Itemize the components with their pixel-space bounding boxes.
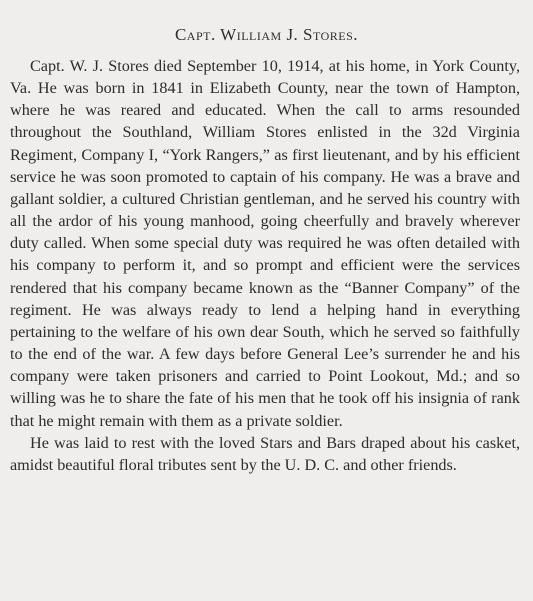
paragraph-2: He was laid to rest with the loved Stars and Bars draped about his casket, amidst beautiful floral tributes sent by the U. D. C. and other friends. (10, 433, 520, 474)
article-title: Capt. William J. Stores. (174, 25, 359, 44)
article-body (10, 55, 520, 476)
paragraph-1: Capt. W. J. Stores died September 10, 1914, at his home, in York County, Va. He was born in 1841 in Elizabeth County, near the town of Hampton, where he was reared and educated. When the call to arms resounded throughout the Southland, William Stores enlisted in the 32d Virginia Regiment, Company I, “York Rangers,” as first lieutenant, and by his efficient service he was soon promoted to captain of his company. He was a brave and gallant soldier, a cultured Christian gentleman, and he served his country with all the ardor of his young manhood, going cheerfully and bravely wherever duty called. When some special duty was required he was often detailed with his company to perform it, and so prompt and efficient were the services rendered that his company became known as the “Banner Company” of the regiment. He was always ready to lend a helping hand in everything pertaining to the welfare of his own dear South, which he served so faithfully to the end of the war. A few days before General Lee’s surrender he and his company were taken prisoners and carried to Point Lookout, Md.; and so willing was he to share the fate of his men that he took off his insignia of rank that he might remain with them as a private soldier. (10, 57, 520, 430)
cropped-text-fragment (205, 0, 345, 6)
